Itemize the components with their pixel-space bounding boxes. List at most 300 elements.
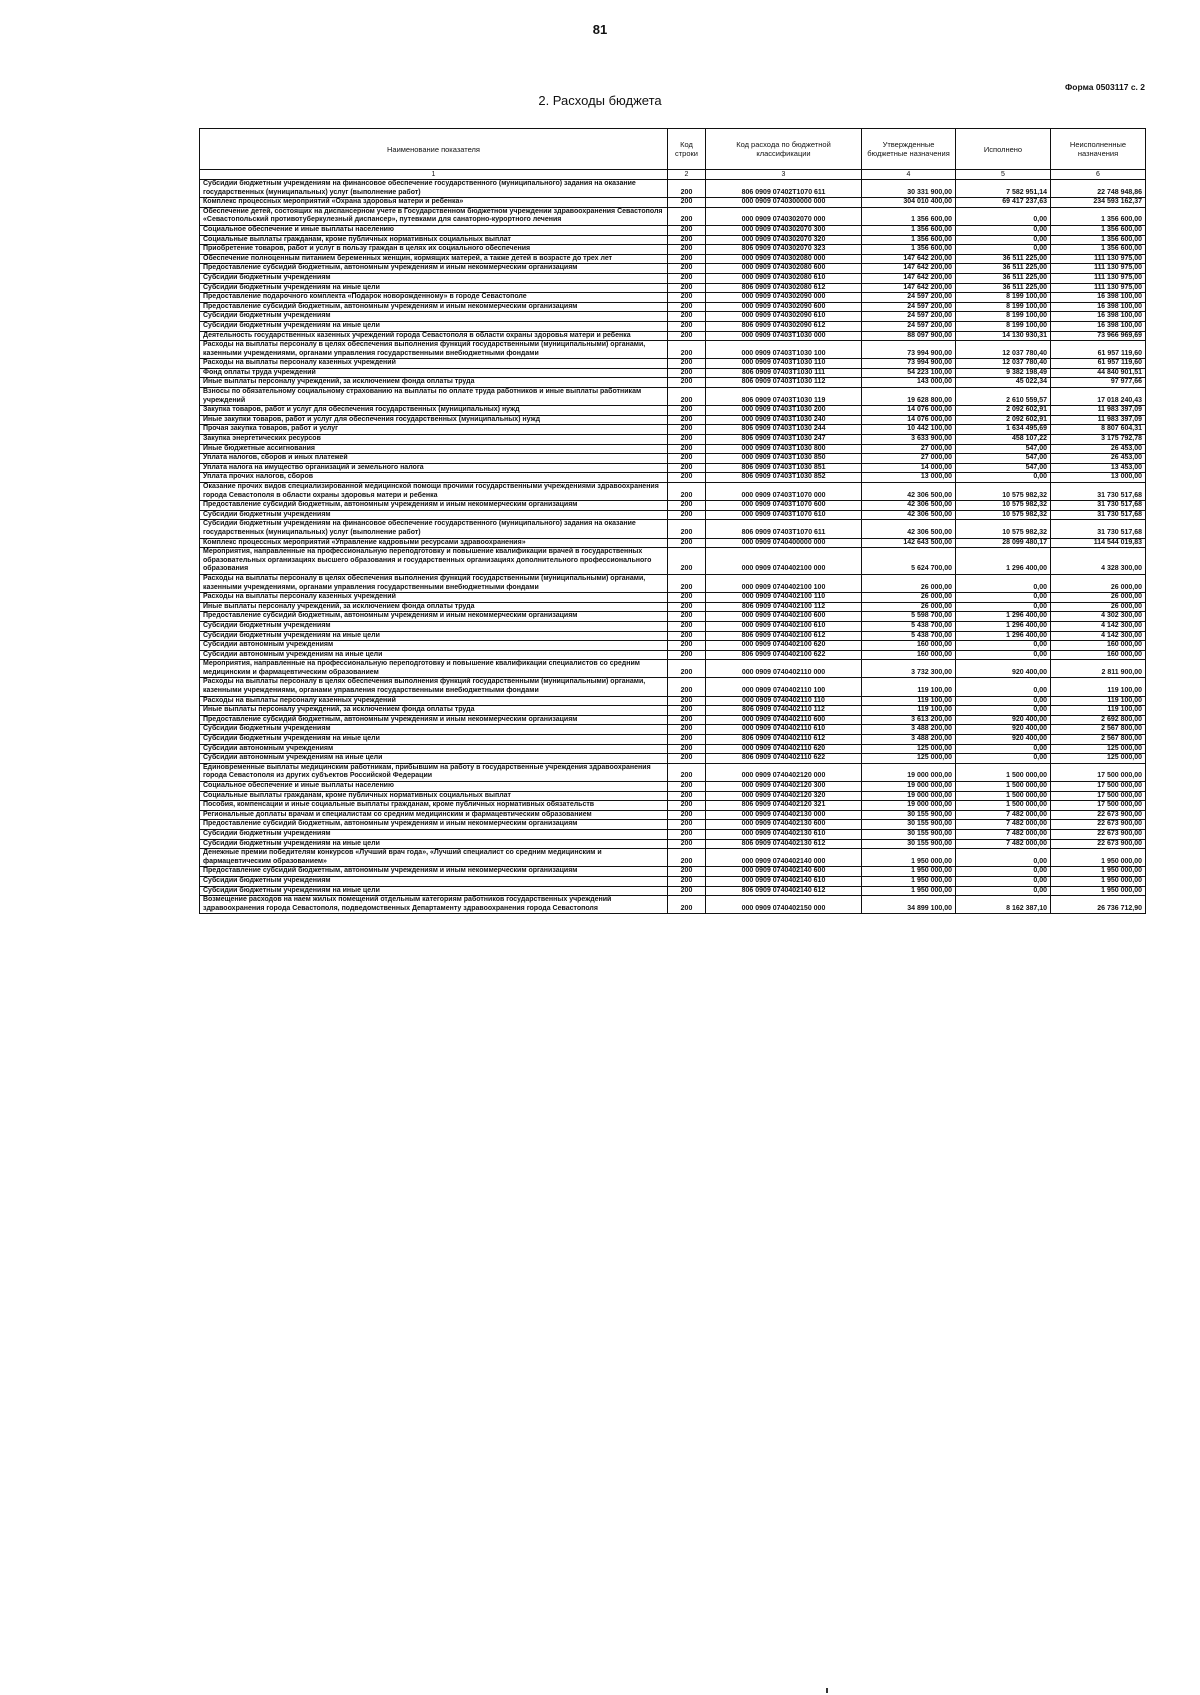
cell-executed: 36 511 225,00	[956, 273, 1051, 283]
cell-remaining: 234 593 162,37	[1051, 198, 1146, 208]
cell-line-code: 200	[668, 415, 706, 425]
cell-executed: 69 417 237,63	[956, 198, 1051, 208]
table-row	[200, 612, 1146, 622]
cell-executed: 1 500 000,00	[956, 782, 1051, 792]
cell-remaining: 8 807 604,31	[1051, 425, 1146, 435]
cell-line-code: 200	[668, 602, 706, 612]
cell-approved: 3 633 900,00	[862, 435, 956, 445]
cell-name: Субсидии бюджетным учреждениям на иные цели	[200, 321, 668, 331]
cell-remaining: 22 673 900,00	[1051, 839, 1146, 849]
cell-budget-code: 000 0909 0740402100 100	[706, 574, 862, 592]
cell-line-code: 200	[668, 621, 706, 631]
table-row	[200, 293, 1146, 303]
cell-executed: 2 092 602,91	[956, 415, 1051, 425]
table-row	[200, 331, 1146, 341]
cell-approved: 30 155 900,00	[862, 810, 956, 820]
cell-budget-code: 000 0909 07403Т1030 800	[706, 444, 862, 454]
cell-line-code: 200	[668, 302, 706, 312]
cell-line-code: 200	[668, 782, 706, 792]
col-number: 4	[862, 170, 956, 180]
cell-line-code: 200	[668, 754, 706, 764]
cell-budget-code: 806 0909 0740402110 612	[706, 735, 862, 745]
table-row	[200, 754, 1146, 764]
cell-approved: 24 597 200,00	[862, 293, 956, 303]
cell-remaining: 1 356 600,00	[1051, 245, 1146, 255]
cell-line-code: 200	[668, 725, 706, 735]
cell-line-code: 200	[668, 820, 706, 830]
table-row	[200, 180, 1146, 198]
cell-name: Предоставление подарочного комплекта «Подарок новорожденному» в городе Севастополе	[200, 293, 668, 303]
table-row	[200, 425, 1146, 435]
column-number-row	[200, 170, 1146, 180]
table-row	[200, 510, 1146, 520]
cell-budget-code: 000 0909 0740402100 620	[706, 641, 862, 651]
cell-approved: 147 642 200,00	[862, 273, 956, 283]
cell-remaining: 22 673 900,00	[1051, 820, 1146, 830]
cell-budget-code: 806 0909 07403Т1030 247	[706, 435, 862, 445]
cell-budget-code: 000 0909 0740402130 000	[706, 810, 862, 820]
table-row	[200, 696, 1146, 706]
cell-approved: 19 628 800,00	[862, 388, 956, 406]
cell-remaining: 97 977,66	[1051, 378, 1146, 388]
page-number: 81	[592, 22, 608, 37]
cell-name: Предоставление субсидий бюджетным, автономным учреждениям и иным некоммерческим организациям	[200, 612, 668, 622]
table-row	[200, 574, 1146, 592]
cell-approved: 1 356 600,00	[862, 245, 956, 255]
cell-executed: 36 511 225,00	[956, 264, 1051, 274]
table-row	[200, 283, 1146, 293]
cell-name: Иные выплаты персоналу учреждений, за исключением фонда оплаты труда	[200, 378, 668, 388]
table-row	[200, 245, 1146, 255]
cell-approved: 1 950 000,00	[862, 876, 956, 886]
cell-remaining: 111 130 975,00	[1051, 254, 1146, 264]
cell-remaining: 1 950 000,00	[1051, 867, 1146, 877]
cell-approved: 27 000,00	[862, 454, 956, 464]
cell-approved: 5 438 700,00	[862, 621, 956, 631]
cell-name: Субсидии автономным учреждениям	[200, 744, 668, 754]
cell-name: Предоставление субсидий бюджетным, автономным учреждениям и иным некоммерческим организациям	[200, 264, 668, 274]
table-row	[200, 660, 1146, 678]
table-row	[200, 207, 1146, 225]
cell-approved: 19 000 000,00	[862, 763, 956, 781]
cell-budget-code: 000 0909 07403Т1070 610	[706, 510, 862, 520]
table-row	[200, 368, 1146, 378]
cell-remaining: 160 000,00	[1051, 641, 1146, 651]
cell-executed: 1 500 000,00	[956, 763, 1051, 781]
cell-approved: 42 306 500,00	[862, 501, 956, 511]
cell-line-code: 200	[668, 235, 706, 245]
cell-approved: 30 155 900,00	[862, 839, 956, 849]
cell-name: Иные выплаты персоналу учреждений, за исключением фонда оплаты труда	[200, 706, 668, 716]
cell-approved: 125 000,00	[862, 744, 956, 754]
cell-remaining: 17 500 000,00	[1051, 763, 1146, 781]
cell-line-code: 200	[668, 678, 706, 696]
cell-budget-code: 000 0909 0740302090 610	[706, 312, 862, 322]
cell-executed: 458 107,22	[956, 435, 1051, 445]
cell-remaining: 2 811 900,00	[1051, 660, 1146, 678]
cell-name: Фонд оплаты труда учреждений	[200, 368, 668, 378]
cell-executed: 0,00	[956, 678, 1051, 696]
cell-approved: 125 000,00	[862, 754, 956, 764]
cell-name: Единовременные выплаты медицинским работникам, прибывшим на работу в государственные учреждения здравоохранения города Севастополя из других субъектов Российской Федерации	[200, 763, 668, 781]
cell-remaining: 2 567 800,00	[1051, 735, 1146, 745]
cell-executed: 7 482 000,00	[956, 829, 1051, 839]
cell-line-code: 200	[668, 198, 706, 208]
table-row	[200, 273, 1146, 283]
cell-remaining: 111 130 975,00	[1051, 273, 1146, 283]
cell-budget-code: 000 0909 0740402140 000	[706, 849, 862, 867]
cell-name: Закупка товаров, работ и услуг для обеспечения государственных (муниципальных) нужд	[200, 406, 668, 416]
cell-approved: 1 356 600,00	[862, 225, 956, 235]
cell-line-code: 200	[668, 425, 706, 435]
cell-executed: 9 382 198,49	[956, 368, 1051, 378]
cell-name: Обеспечение детей, состоящих на диспансерном учете в Государственном бюджетном учреждении здравоохранения Севастополя «Севастопольский противотуберкулезный диспансер», путевками для санаторно-курортного лечения	[200, 207, 668, 225]
cell-name: Субсидии бюджетным учреждениям	[200, 510, 668, 520]
cell-approved: 147 642 200,00	[862, 264, 956, 274]
cell-approved: 119 100,00	[862, 706, 956, 716]
cell-budget-code: 806 0909 07402Т1070 611	[706, 180, 862, 198]
cell-remaining: 4 302 300,00	[1051, 612, 1146, 622]
cell-approved: 34 899 100,00	[862, 896, 956, 914]
cell-approved: 19 000 000,00	[862, 782, 956, 792]
cell-executed: 8 162 387,10	[956, 896, 1051, 914]
cell-approved: 73 994 900,00	[862, 359, 956, 369]
cell-name: Иные закупки товаров, работ и услуг для обеспечения государственных (муниципальных) нужд	[200, 415, 668, 425]
cell-line-code: 200	[668, 631, 706, 641]
table-row	[200, 454, 1146, 464]
cell-name: Расходы на выплаты персоналу в целях обеспечения выполнения функций государственными (муниципальными) органами, казенными учреждениями, органами управления государственными внебюджетными фондами	[200, 574, 668, 592]
cell-name: Социальное обеспечение и иные выплаты населению	[200, 782, 668, 792]
cell-approved: 14 000,00	[862, 463, 956, 473]
cell-name: Субсидии бюджетным учреждениям на иные цели	[200, 886, 668, 896]
cell-budget-code: 000 0909 0740302090 000	[706, 293, 862, 303]
cell-executed: 10 575 982,32	[956, 520, 1051, 538]
cell-line-code: 200	[668, 886, 706, 896]
cell-line-code: 200	[668, 444, 706, 454]
cell-approved: 19 000 000,00	[862, 801, 956, 811]
cell-budget-code: 806 0909 0740402120 321	[706, 801, 862, 811]
cell-budget-code: 000 0909 0740402110 620	[706, 744, 862, 754]
cell-executed: 2 610 559,57	[956, 388, 1051, 406]
cell-budget-code: 000 0909 0740402150 000	[706, 896, 862, 914]
cell-budget-code: 806 0909 0740402100 612	[706, 631, 862, 641]
cell-executed: 0,00	[956, 602, 1051, 612]
cell-budget-code: 000 0909 0740402140 600	[706, 867, 862, 877]
cell-approved: 26 000,00	[862, 574, 956, 592]
cell-remaining: 111 130 975,00	[1051, 264, 1146, 274]
cell-executed: 10 575 982,32	[956, 483, 1051, 501]
cell-name: Расходы на выплаты персоналу казенных учреждений	[200, 359, 668, 369]
cell-approved: 142 643 500,00	[862, 538, 956, 548]
col-header-code: Код расхода по бюджетной классификации	[706, 129, 862, 170]
cell-remaining: 119 100,00	[1051, 696, 1146, 706]
cell-executed: 7 582 951,14	[956, 180, 1051, 198]
cell-budget-code: 000 0909 0740302080 610	[706, 273, 862, 283]
cell-budget-code: 806 0909 0740402130 612	[706, 839, 862, 849]
table-row	[200, 641, 1146, 651]
cell-executed: 45 022,34	[956, 378, 1051, 388]
cell-approved: 30 331 900,00	[862, 180, 956, 198]
table-row	[200, 198, 1146, 208]
cell-approved: 26 000,00	[862, 602, 956, 612]
cell-budget-code: 000 0909 07403Т1030 000	[706, 331, 862, 341]
cell-remaining: 125 000,00	[1051, 744, 1146, 754]
cell-remaining: 4 142 300,00	[1051, 631, 1146, 641]
cell-name: Прочая закупка товаров, работ и услуг	[200, 425, 668, 435]
cell-name: Закупка энергетических ресурсов	[200, 435, 668, 445]
table-row	[200, 593, 1146, 603]
cell-line-code: 200	[668, 849, 706, 867]
cell-budget-code: 806 0909 0740402100 112	[706, 602, 862, 612]
col-header-line: Код строки	[668, 129, 706, 170]
cell-name: Расходы на выплаты персоналу казенных учреждений	[200, 593, 668, 603]
cell-remaining: 61 957 119,60	[1051, 341, 1146, 359]
cell-remaining: 119 100,00	[1051, 678, 1146, 696]
cell-name: Социальные выплаты гражданам, кроме публичных нормативных социальных выплат	[200, 235, 668, 245]
cell-remaining: 26 453,00	[1051, 454, 1146, 464]
cell-line-code: 200	[668, 520, 706, 538]
cell-executed: 920 400,00	[956, 660, 1051, 678]
cell-approved: 19 000 000,00	[862, 791, 956, 801]
cell-name: Уплата прочих налогов, сборов	[200, 473, 668, 483]
cell-name: Субсидии бюджетным учреждениям на иные цели	[200, 735, 668, 745]
cell-approved: 1 950 000,00	[862, 886, 956, 896]
cell-name: Расходы на выплаты персоналу в целях обеспечения выполнения функций государственными (муниципальными) органами, казенными учреждениями, органами управления государственными внебюджетными фондами	[200, 341, 668, 359]
budget-expenses-table	[199, 128, 1146, 914]
cell-remaining: 17 500 000,00	[1051, 801, 1146, 811]
cell-approved: 5 624 700,00	[862, 548, 956, 575]
cell-executed: 0,00	[956, 650, 1051, 660]
table-header-row	[200, 129, 1146, 170]
cell-executed: 1 500 000,00	[956, 791, 1051, 801]
table-row	[200, 435, 1146, 445]
cell-approved: 1 950 000,00	[862, 849, 956, 867]
table-row	[200, 820, 1146, 830]
table-row	[200, 706, 1146, 716]
cell-budget-code: 806 0909 07403Т1030 851	[706, 463, 862, 473]
table-row	[200, 378, 1146, 388]
cell-line-code: 200	[668, 829, 706, 839]
cell-line-code: 200	[668, 810, 706, 820]
cell-budget-code: 000 0909 0740402100 110	[706, 593, 862, 603]
table-row	[200, 763, 1146, 781]
table-row	[200, 264, 1146, 274]
form-code: Форма 0503117 с. 2	[1065, 82, 1145, 92]
cell-budget-code: 000 0909 0740302070 320	[706, 235, 862, 245]
cell-name: Взносы по обязательному социальному страхованию на выплаты по оплате труда работников и иные выплаты работникам учреждений	[200, 388, 668, 406]
cell-line-code: 200	[668, 641, 706, 651]
cell-approved: 27 000,00	[862, 444, 956, 454]
table-row	[200, 621, 1146, 631]
cell-line-code: 200	[668, 574, 706, 592]
table-row	[200, 312, 1146, 322]
cell-name: Расходы на выплаты персоналу казенных учреждений	[200, 696, 668, 706]
cell-approved: 14 076 000,00	[862, 406, 956, 416]
cell-approved: 160 000,00	[862, 650, 956, 660]
cell-remaining: 125 000,00	[1051, 754, 1146, 764]
cell-remaining: 13 000,00	[1051, 473, 1146, 483]
cell-line-code: 200	[668, 696, 706, 706]
cell-line-code: 200	[668, 876, 706, 886]
cell-budget-code: 000 0909 0740402100 600	[706, 612, 862, 622]
cell-name: Возмещение расходов на наем жилых помещений отдельным категориям работников государственных учреждений здравоохранения города Севастополя, подведомственных Департаменту здравоохранения города Севастополя	[200, 896, 668, 914]
cell-executed: 0,00	[956, 235, 1051, 245]
cell-executed: 10 575 982,32	[956, 510, 1051, 520]
cell-executed: 1 296 400,00	[956, 548, 1051, 575]
cell-name: Субсидии автономным учреждениям	[200, 641, 668, 651]
cell-line-code: 200	[668, 612, 706, 622]
cell-line-code: 200	[668, 225, 706, 235]
cell-line-code: 200	[668, 378, 706, 388]
cell-remaining: 16 398 100,00	[1051, 293, 1146, 303]
cell-budget-code: 000 0909 07403Т1030 100	[706, 341, 862, 359]
cell-line-code: 200	[668, 839, 706, 849]
cell-approved: 14 076 000,00	[862, 415, 956, 425]
table-row	[200, 791, 1146, 801]
section-title: 2. Расходы бюджета	[538, 93, 662, 108]
cell-name: Уплата налогов, сборов и иных платежей	[200, 454, 668, 464]
cell-budget-code: 000 0909 0740402100 610	[706, 621, 862, 631]
table-row	[200, 829, 1146, 839]
table-row	[200, 602, 1146, 612]
cell-executed: 0,00	[956, 245, 1051, 255]
cell-approved: 24 597 200,00	[862, 302, 956, 312]
cell-executed: 920 400,00	[956, 725, 1051, 735]
cell-approved: 1 356 600,00	[862, 207, 956, 225]
cell-executed: 0,00	[956, 754, 1051, 764]
cell-budget-code: 000 0909 07403Т1030 200	[706, 406, 862, 416]
cell-name: Денежные премии победителям конкурсов «Лучший врач года», «Лучший специалист со средним медицинским и фармацевтическим образованием»	[200, 849, 668, 867]
col-header-executed: Исполнено	[956, 129, 1051, 170]
table-row	[200, 631, 1146, 641]
cell-approved: 42 306 500,00	[862, 520, 956, 538]
cell-remaining: 1 356 600,00	[1051, 225, 1146, 235]
cell-budget-code: 806 0909 07403Т1030 112	[706, 378, 862, 388]
cell-name: Комплекс процессных мероприятий «Охрана здоровья матери и ребенка»	[200, 198, 668, 208]
cell-budget-code: 000 0909 0740302080 000	[706, 254, 862, 264]
cell-budget-code: 806 0909 0740302080 612	[706, 283, 862, 293]
cell-executed: 1 500 000,00	[956, 801, 1051, 811]
cell-remaining: 1 950 000,00	[1051, 886, 1146, 896]
cell-budget-code: 806 0909 07403Т1070 611	[706, 520, 862, 538]
cell-budget-code: 000 0909 0740402130 610	[706, 829, 862, 839]
col-number: 6	[1051, 170, 1146, 180]
cell-remaining: 22 748 948,86	[1051, 180, 1146, 198]
cell-line-code: 200	[668, 368, 706, 378]
cell-line-code: 200	[668, 463, 706, 473]
cell-executed: 547,00	[956, 463, 1051, 473]
cell-approved: 147 642 200,00	[862, 283, 956, 293]
table-row	[200, 225, 1146, 235]
cell-remaining: 44 840 901,51	[1051, 368, 1146, 378]
cell-remaining: 13 453,00	[1051, 463, 1146, 473]
cell-budget-code: 000 0909 0740300000 000	[706, 198, 862, 208]
col-number: 1	[200, 170, 668, 180]
cell-approved: 119 100,00	[862, 678, 956, 696]
cell-name: Субсидии автономным учреждениям на иные цели	[200, 650, 668, 660]
cell-remaining: 119 100,00	[1051, 706, 1146, 716]
cell-executed: 1 296 400,00	[956, 631, 1051, 641]
cell-executed: 8 199 100,00	[956, 321, 1051, 331]
cell-budget-code: 000 0909 0740402110 600	[706, 715, 862, 725]
cell-line-code: 200	[668, 264, 706, 274]
cell-budget-code: 000 0909 0740402110 610	[706, 725, 862, 735]
cell-name: Субсидии бюджетным учреждениям на иные цели	[200, 839, 668, 849]
cell-name: Предоставление субсидий бюджетным, автономным учреждениям и иным некоммерческим организациям	[200, 302, 668, 312]
table-row	[200, 520, 1146, 538]
cell-approved: 24 597 200,00	[862, 312, 956, 322]
table-row	[200, 896, 1146, 914]
cell-executed: 0,00	[956, 744, 1051, 754]
table-row	[200, 406, 1146, 416]
cell-line-code: 200	[668, 791, 706, 801]
cell-line-code: 200	[668, 483, 706, 501]
table-row	[200, 463, 1146, 473]
cell-line-code: 200	[668, 180, 706, 198]
cell-approved: 147 642 200,00	[862, 254, 956, 264]
cell-name: Субсидии бюджетным учреждениям на иные цели	[200, 631, 668, 641]
cell-name: Субсидии бюджетным учреждениям	[200, 273, 668, 283]
cell-line-code: 200	[668, 706, 706, 716]
cell-line-code: 200	[668, 501, 706, 511]
cell-budget-code: 000 0909 0740402110 100	[706, 678, 862, 696]
cell-line-code: 200	[668, 435, 706, 445]
cell-remaining: 26 736 712,90	[1051, 896, 1146, 914]
cell-executed: 920 400,00	[956, 735, 1051, 745]
cell-executed: 0,00	[956, 225, 1051, 235]
cell-line-code: 200	[668, 273, 706, 283]
cell-executed: 547,00	[956, 454, 1051, 464]
cell-budget-code: 000 0909 0740402110 110	[706, 696, 862, 706]
cell-budget-code: 000 0909 07403Т1070 600	[706, 501, 862, 511]
table-row	[200, 483, 1146, 501]
cell-executed: 36 511 225,00	[956, 283, 1051, 293]
cell-remaining: 31 730 517,68	[1051, 501, 1146, 511]
cell-line-code: 200	[668, 548, 706, 575]
cell-approved: 54 223 100,00	[862, 368, 956, 378]
table-row	[200, 548, 1146, 575]
cell-remaining: 17 500 000,00	[1051, 791, 1146, 801]
cell-budget-code: 806 0909 0740302070 323	[706, 245, 862, 255]
cell-budget-code: 000 0909 0740402110 000	[706, 660, 862, 678]
cell-budget-code: 000 0909 0740402100 000	[706, 548, 862, 575]
cell-name: Субсидии бюджетным учреждениям	[200, 829, 668, 839]
cell-budget-code: 000 0909 07403Т1030 240	[706, 415, 862, 425]
cell-budget-code: 000 0909 0740302070 000	[706, 207, 862, 225]
table-row	[200, 735, 1146, 745]
cell-line-code: 200	[668, 538, 706, 548]
cell-remaining: 2 692 800,00	[1051, 715, 1146, 725]
cell-line-code: 200	[668, 801, 706, 811]
table-row	[200, 715, 1146, 725]
cell-remaining: 22 673 900,00	[1051, 810, 1146, 820]
cell-approved: 73 994 900,00	[862, 341, 956, 359]
cell-line-code: 200	[668, 245, 706, 255]
cell-budget-code: 000 0909 0740302090 600	[706, 302, 862, 312]
cell-executed: 8 199 100,00	[956, 312, 1051, 322]
cell-remaining: 17 500 000,00	[1051, 782, 1146, 792]
cell-remaining: 73 966 969,69	[1051, 331, 1146, 341]
cell-executed: 547,00	[956, 444, 1051, 454]
cell-executed: 28 099 480,17	[956, 538, 1051, 548]
col-header-approved: Утвержденные бюджетные назначения	[862, 129, 956, 170]
cell-line-code: 200	[668, 593, 706, 603]
cell-remaining: 1 950 000,00	[1051, 849, 1146, 867]
cell-approved: 5 598 700,00	[862, 612, 956, 622]
table-row	[200, 235, 1146, 245]
table-row	[200, 415, 1146, 425]
cell-budget-code: 806 0909 07403Т1030 244	[706, 425, 862, 435]
